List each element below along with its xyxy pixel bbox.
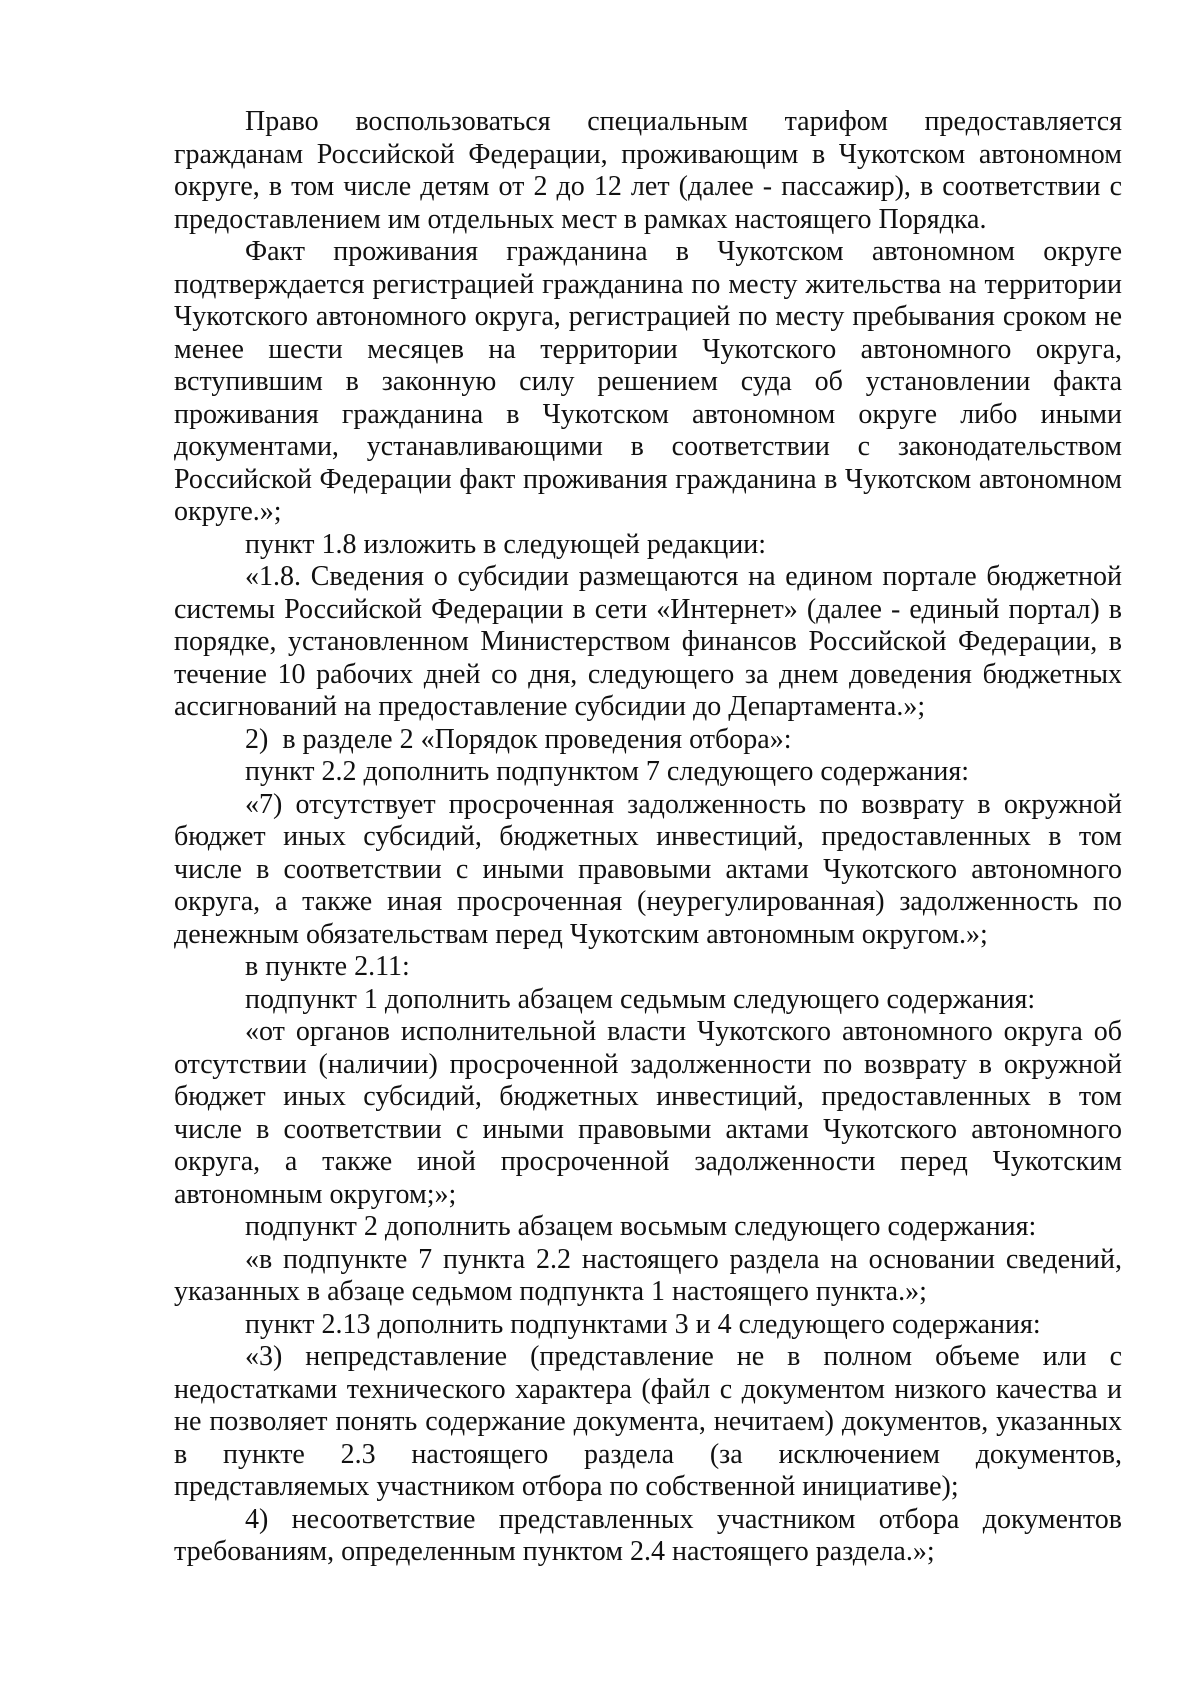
paragraph-item-1-8-text: «1.8. Сведения о субсидии размещаются на едином портале бюджетной системы Российской Федерации в сети «Интернет» (далее - единый портал) в порядке, установленном Министерством финансов Российской Федерации, в течение 10 рабочих дней со дня, следующего за днем доведения бюджетных ассигнований на предоставление субсидии до Департамента.»; — [174, 561, 1122, 722]
paragraph-subitem-1-intro: подпункт 1 дополнить абзацем седьмым следующего содержания: — [245, 983, 1036, 1015]
paragraph-item-2-2-subitem-7: «7) отсутствует просроченная задолженность по возврату в окружной бюджет иных субсидий, бюджетных инвестиций, предоставленных в том числе в соответствии с иными правовыми актами Чукотского автономного округа, а также иная просроченная (неурегулированная) задолженность по денежным обязательствам перед Чукотским автономным округом.»; — [174, 788, 1122, 950]
paragraph-residence-fact: Факт проживания гражданина в Чукотском автономном округе подтверждается регистрацией гражданина по месту жительства на территории Чукотского автономного округа, регистрацией по месту пребывания сроком не менее шести месяцев на территории Чукотского автономного округа, вступившим в законную силу решением суда об установлении факта проживания гражданина в Чукотском автономном округе либо иными документами, устанавливающими в соответствии с законодательством Российской Федерации факт проживания гражданина в Чукотском автономном округе.»; — [174, 236, 1122, 527]
paragraph-item-2-13-subitem-3: «3) непредставление (представление не в полном объеме или с недостатками технического характера (файл с документом низкого качества и не позволяет понять содержание документа, нечитаем) документов, указанных в пункте 2.3 настоящего раздела (за исключением документов, представляемых участником отбора по собственной инициативе); — [174, 1341, 1122, 1502]
paragraph-special-tariff: Право воспользоваться специальным тарифом предоставляется гражданам Российской Федерации, проживающим в Чукотском автономном округе, в том числе детям от 2 до 12 лет (далее - пассажир), в соответствии с предоставлением им отдельных мест в рамках настоящего Порядка. — [174, 106, 1122, 235]
document-page — [174, 106, 1122, 1569]
paragraph-item-2-2-intro: пункт 2.2 дополнить подпунктом 7 следующего содержания: — [245, 756, 970, 787]
paragraph-item-2-11-intro: в пункте 2.11: — [245, 951, 410, 982]
paragraph-section-2-intro: 2) в разделе 2 «Порядок проведения отбора»: — [245, 723, 792, 755]
paragraph-subitem-1-text: «от органов исполнительной власти Чукотского автономного округа об отсутствии (наличии) просроченной задолженности по возврату в окружной бюджет иных субсидий, бюджетных инвестиций, предоставленных в том числе в соответствии с иными правовыми актами Чукотского автономного округа, а также иной просроченной задолженности перед Чукотским автономным округом;»; — [174, 1016, 1122, 1210]
paragraph-item-2-13-intro: пункт 2.13 дополнить подпунктами 3 и 4 следующего содержания: — [245, 1308, 1041, 1340]
paragraph-item-2-13-subitem-4: 4) несоответствие представленных участником отбора документов требованиям, определенным пунктом 2.4 настоящего раздела.»; — [174, 1503, 1122, 1567]
paragraph-subitem-2-intro: подпункт 2 дополнить абзацем восьмым следующего содержания: — [245, 1211, 1037, 1242]
paragraph-subitem-2-text: «в подпункте 7 пункта 2.2 настоящего раздела на основании сведений, указанных в абзаце седьмом подпункта 1 настоящего пункта.»; — [174, 1243, 1122, 1307]
paragraph-item-1-8-intro: пункт 1.8 изложить в следующей редакции: — [245, 528, 766, 560]
